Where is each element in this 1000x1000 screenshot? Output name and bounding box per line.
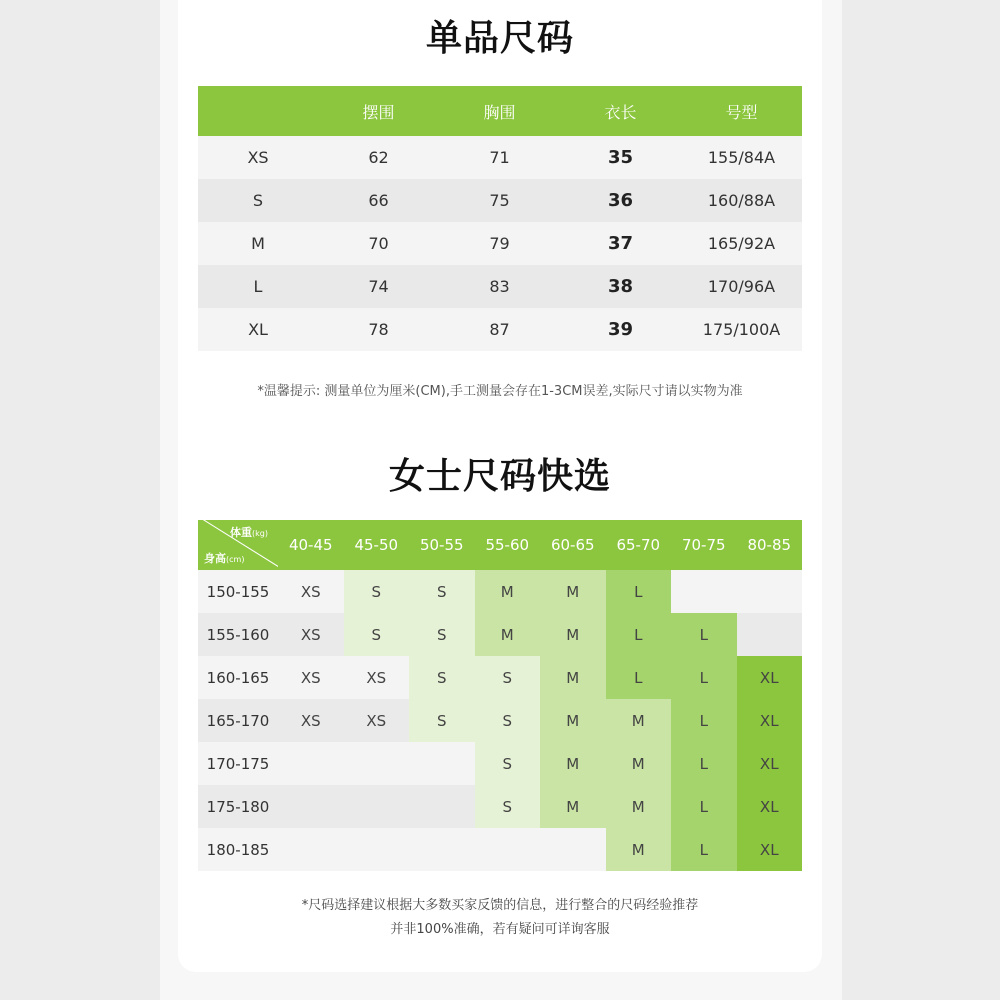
height-header-cell: 160-165 xyxy=(206,668,270,687)
size-header-cell: 摆围 xyxy=(362,102,395,122)
size-recommend-cell: M xyxy=(540,570,606,613)
size-cell: XS xyxy=(247,148,269,167)
corner-cell xyxy=(198,520,278,570)
size-recommend-cell: XS xyxy=(366,668,387,687)
height-header-cell: 155-160 xyxy=(206,625,270,644)
table-row xyxy=(198,179,802,222)
measurement-note: *温馨提示: 测量单位为厘米(CM),手工测量会存在1-3CM误差,实际尺寸请以实物为准 xyxy=(257,384,743,399)
size-header-cell: 号型 xyxy=(725,102,758,122)
table-row xyxy=(198,570,802,613)
size-recommend-cell: XS xyxy=(300,582,321,601)
size-recommend-cell: L xyxy=(671,656,737,699)
quick-table-header xyxy=(198,520,802,570)
size-recommend-cell: M xyxy=(606,742,672,785)
size-recommend-cell xyxy=(409,828,475,871)
height-header-cell: 165-170 xyxy=(206,711,270,730)
size-recommend-cell xyxy=(409,785,475,828)
size-recommend-cell: M xyxy=(540,656,606,699)
size-cell: 36 xyxy=(607,190,634,211)
recommendation-note-line2: 并非100%准确，若有疑问可详询客服 xyxy=(390,922,610,937)
table-row xyxy=(198,308,802,351)
size-recommend-cell: XL xyxy=(737,699,803,742)
table-row xyxy=(198,699,802,742)
table-row xyxy=(198,613,802,656)
size-recommend-cell: L xyxy=(671,699,737,742)
size-recommend-cell: L xyxy=(606,656,672,699)
height-header-cell: 170-175 xyxy=(206,754,270,773)
size-recommend-cell xyxy=(344,742,410,785)
size-recommend-cell: XL xyxy=(737,656,803,699)
size-recommend-cell xyxy=(671,570,737,613)
height-header-cell: 150-155 xyxy=(206,582,270,601)
single-size-title: 单品尺码 xyxy=(425,18,574,59)
size-header-cell xyxy=(198,86,318,136)
size-recommend-cell: S xyxy=(475,742,541,785)
weight-header-cell: 80-85 xyxy=(747,536,792,554)
table-row xyxy=(198,136,802,179)
size-recommend-cell xyxy=(278,742,344,785)
size-recommend-cell: M xyxy=(540,742,606,785)
size-recommend-cell: S xyxy=(409,613,475,656)
table-row xyxy=(198,742,802,785)
height-header-cell: 180-185 xyxy=(206,840,270,859)
size-recommend-cell: XS xyxy=(300,668,321,687)
size-recommend-cell: M xyxy=(606,785,672,828)
table-row xyxy=(198,785,802,828)
size-recommend-cell: M xyxy=(606,828,672,871)
size-cell: 83 xyxy=(489,277,510,296)
size-recommend-cell xyxy=(737,613,803,656)
size-recommend-cell: S xyxy=(409,656,475,699)
size-recommend-cell: M xyxy=(606,699,672,742)
quick-size-table xyxy=(198,520,802,871)
size-cell: 170/96A xyxy=(707,277,776,296)
weight-header-cell: 70-75 xyxy=(681,536,726,554)
size-cell: 87 xyxy=(489,320,510,339)
size-recommend-cell: S xyxy=(475,699,541,742)
size-recommend-cell: S xyxy=(409,570,475,613)
height-header-cell: 175-180 xyxy=(206,797,270,816)
size-cell: 62 xyxy=(368,148,389,167)
size-cell: M xyxy=(251,234,265,253)
size-cell: L xyxy=(253,277,263,296)
size-cell: 39 xyxy=(607,319,634,340)
size-recommend-cell xyxy=(540,828,606,871)
corner-weight-label: 体重(kg) xyxy=(230,526,268,539)
size-recommend-cell xyxy=(475,828,541,871)
size-table-header xyxy=(198,86,802,136)
table-row xyxy=(198,828,802,871)
size-cell: 66 xyxy=(368,191,389,210)
size-recommend-cell: M xyxy=(475,570,541,613)
quick-size-title: 女士尺码快选 xyxy=(388,456,611,497)
size-recommend-cell: XL xyxy=(737,828,803,871)
size-recommend-cell xyxy=(737,570,803,613)
size-cell: 155/84A xyxy=(707,148,776,167)
size-recommend-cell: L xyxy=(671,613,737,656)
size-cell: 71 xyxy=(489,148,510,167)
recommendation-note-line1: *尺码选择建议根据大多数买家反馈的信息，进行整合的尺码经验推荐 xyxy=(301,898,699,913)
weight-header-cell: 40-45 xyxy=(288,536,333,554)
size-recommend-cell: S xyxy=(409,699,475,742)
size-recommend-cell: L xyxy=(606,570,672,613)
table-row xyxy=(198,222,802,265)
size-cell: 175/100A xyxy=(702,320,781,339)
size-recommend-cell xyxy=(278,785,344,828)
weight-header-cell: 50-55 xyxy=(419,536,464,554)
size-cell: 79 xyxy=(489,234,510,253)
recommendation-note xyxy=(198,894,802,942)
size-cell: 38 xyxy=(607,276,634,297)
size-cell: S xyxy=(252,191,264,210)
size-recommend-cell: M xyxy=(475,613,541,656)
size-cell: 37 xyxy=(607,233,634,254)
size-cell: 165/92A xyxy=(707,234,776,253)
size-cell: 75 xyxy=(489,191,510,210)
size-recommend-cell: S xyxy=(344,613,410,656)
table-row xyxy=(198,265,802,308)
size-recommend-cell: M xyxy=(540,699,606,742)
weight-header-cell: 45-50 xyxy=(354,536,399,554)
size-header-cell: 衣长 xyxy=(604,102,637,122)
table-row xyxy=(198,656,802,699)
size-recommend-cell: XL xyxy=(737,742,803,785)
size-recommend-cell: S xyxy=(344,570,410,613)
size-cell: 70 xyxy=(368,234,389,253)
size-recommend-cell: XS xyxy=(300,711,321,730)
size-recommend-cell: XL xyxy=(737,785,803,828)
size-recommend-cell xyxy=(344,785,410,828)
size-recommend-cell: XS xyxy=(300,625,321,644)
size-cell: 74 xyxy=(368,277,389,296)
size-header-cell: 胸围 xyxy=(483,102,516,122)
size-cell: 78 xyxy=(368,320,389,339)
single-size-table xyxy=(198,86,802,351)
size-recommend-cell: L xyxy=(671,785,737,828)
size-recommend-cell xyxy=(409,742,475,785)
size-cell: 35 xyxy=(607,147,634,168)
size-recommend-cell: S xyxy=(475,785,541,828)
size-recommend-cell xyxy=(344,828,410,871)
size-cell: 160/88A xyxy=(707,191,776,210)
weight-header-cell: 65-70 xyxy=(616,536,661,554)
size-recommend-cell xyxy=(278,828,344,871)
corner-height-label: 身高(cm) xyxy=(204,552,245,565)
size-recommend-cell: L xyxy=(671,828,737,871)
size-cell: XL xyxy=(248,320,268,339)
weight-header-cell: 55-60 xyxy=(485,536,530,554)
size-recommend-cell: L xyxy=(671,742,737,785)
size-recommend-cell: S xyxy=(475,656,541,699)
size-recommend-cell: XS xyxy=(366,711,387,730)
weight-header-cell: 60-65 xyxy=(550,536,595,554)
size-recommend-cell: L xyxy=(606,613,672,656)
size-recommend-cell: M xyxy=(540,785,606,828)
size-recommend-cell: M xyxy=(540,613,606,656)
